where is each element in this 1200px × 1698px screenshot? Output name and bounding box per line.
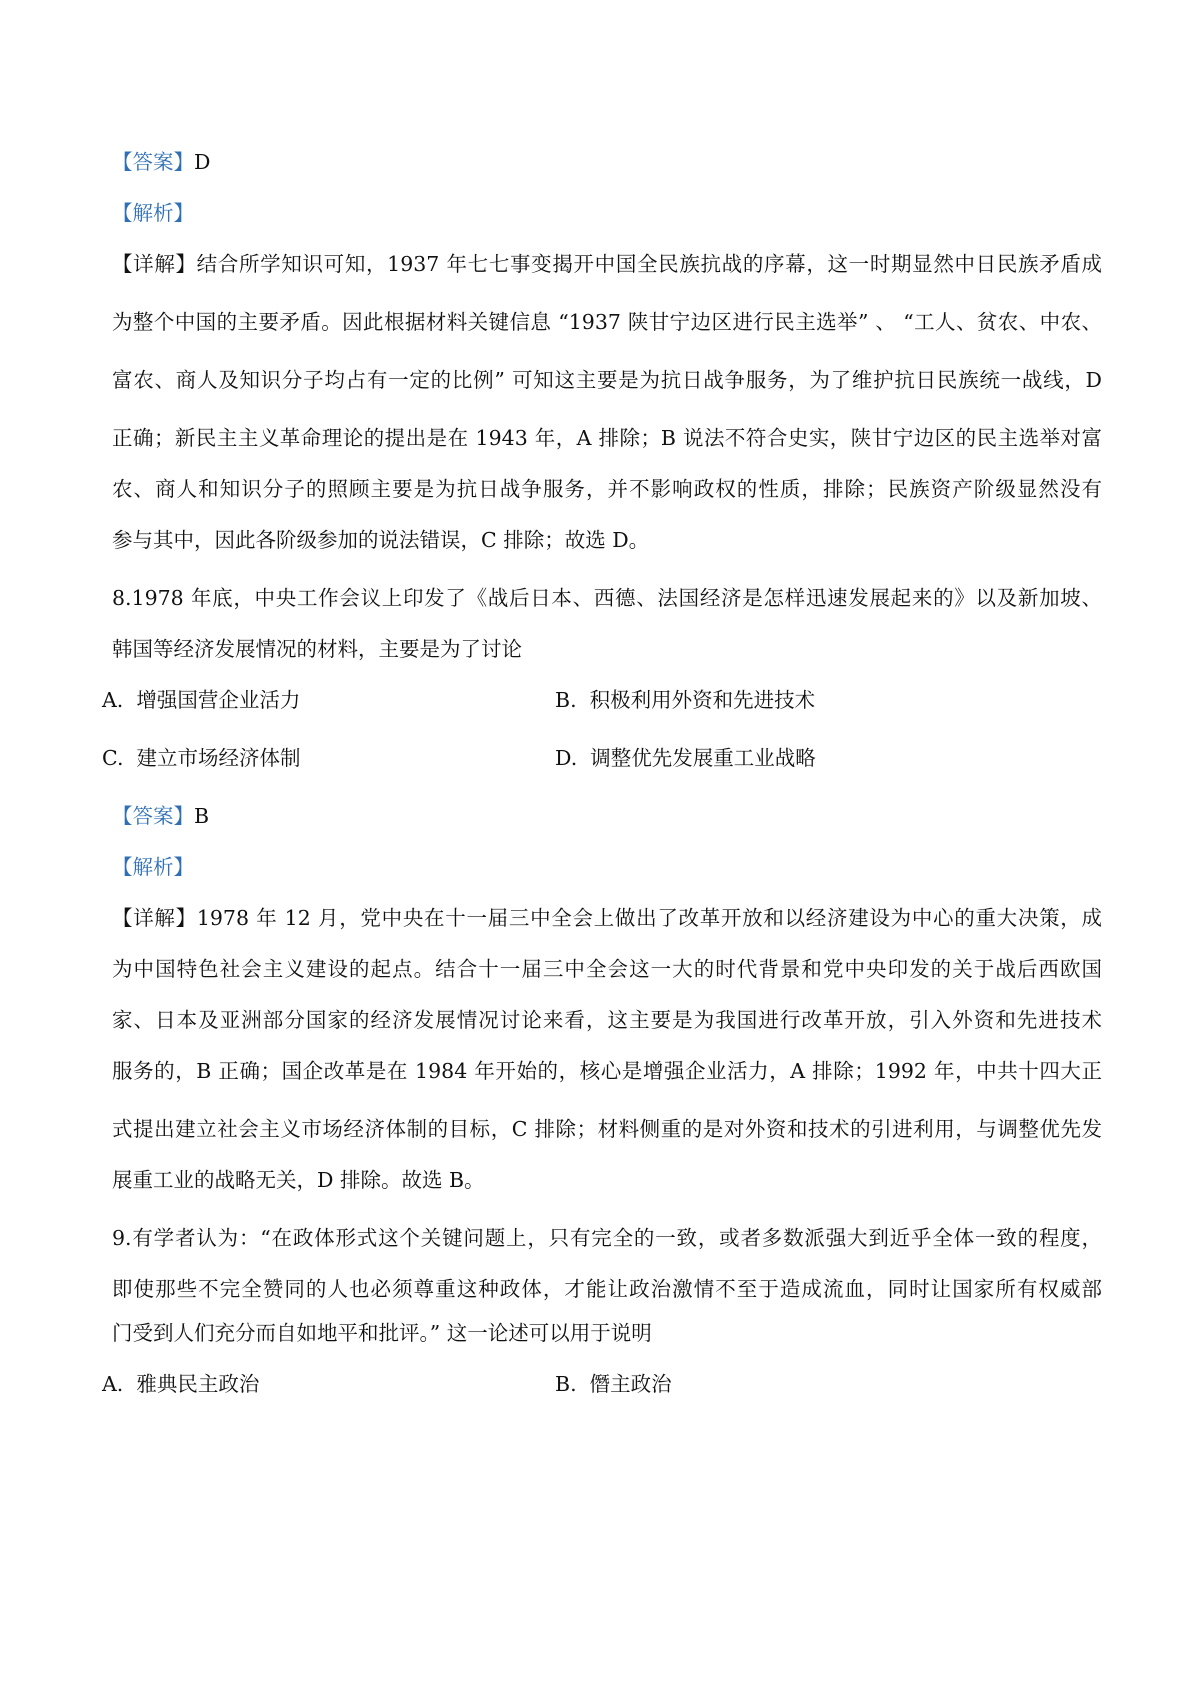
detail-paragraph-line: 富农、商人及知识分子均占有一定的比例” 可知这主要是为抗日战争服务，为了维护抗日民族统一战线，D [112, 368, 1102, 392]
option-b[interactable] [555, 1370, 672, 1398]
detail-paragraph-line: 展重工业的战略无关，D 排除。故选 B。 [112, 1168, 485, 1192]
option-label: B. [555, 688, 577, 712]
answer-value: D [194, 150, 211, 174]
detail-paragraph-line: 为整个中国的主要矛盾。因此根据材料关键信息 “1937 陕甘宁边区进行民主选举” 、 “工人、贫农、中农、 [112, 310, 1102, 334]
option-label: B. [555, 1372, 577, 1396]
detail-paragraph-line: 正确；新民主主义革命理论的提出是在 1943 年，A 排除；B 说法不符合史实，陕甘宁边区的民主选举对富 [112, 426, 1102, 450]
option-text: 雅典民主政治 [136, 1372, 260, 1396]
option-a[interactable] [102, 1370, 259, 1398]
answer-line [112, 802, 1102, 830]
analysis-line [112, 853, 1102, 881]
detail-paragraph-line [112, 250, 1102, 278]
analysis-tag: 【解析】 [112, 855, 194, 879]
question-stem-line: 门受到人们充分而自如地平和批评。” 这一论述可以用于说明 [112, 1321, 652, 1345]
detail-paragraph-line: 家、日本及亚洲部分国家的经济发展情况讨论来看，这主要是为我国进行改革开放，引入外资和先进技术 [112, 1008, 1102, 1032]
option-label: C. [102, 746, 124, 770]
option-c[interactable] [102, 744, 301, 772]
analysis-tag: 【解析】 [112, 201, 194, 225]
detail-paragraph-line: 农、商人和知识分子的照顾主要是为抗日战争服务，并不影响政权的性质，排除；民族资产阶级显然没有 [112, 477, 1102, 501]
detail-paragraph-line: 服务的，B 正确；国企改革是在 1984 年开始的，核心是增强企业活力，A 排除；1992 年，中共十四大正 [112, 1059, 1102, 1083]
option-text: 僭主政治 [589, 1372, 672, 1396]
option-label: A. [102, 1372, 124, 1396]
option-label: A. [102, 688, 124, 712]
question-stem-line: 韩国等经济发展情况的材料，主要是为了讨论 [112, 637, 522, 661]
detail-paragraph-line: 参与其中，因此各阶级参加的说法错误，C 排除；故选 D。 [112, 528, 650, 552]
answer-line [112, 148, 1102, 176]
option-label: D. [555, 746, 578, 770]
option-text: 积极利用外资和先进技术 [589, 688, 816, 712]
answer-tag: 【答案】 [112, 804, 194, 828]
detail-paragraph-line [112, 904, 1102, 932]
detail-paragraph-line: 为中国特色社会主义建设的起点。结合十一届三中全会这一大的时代背景和党中央印发的关于战后西欧国 [112, 957, 1102, 981]
option-text: 调整优先发展重工业战略 [590, 746, 816, 770]
detail-paragraph-line: 式提出建立社会主义市场经济体制的目标，C 排除；材料侧重的是对外资和技术的引进利用，与调整优先发 [112, 1117, 1102, 1141]
answer-tag: 【答案】 [112, 150, 194, 174]
question-stem-line: 即使那些不完全赞同的人也必须尊重这种政体，才能让政治激情不至于造成流血，同时让国家所有权威部 [112, 1277, 1102, 1301]
detail-tag: 【详解】 [112, 906, 197, 930]
option-d[interactable] [555, 744, 816, 772]
analysis-line [112, 199, 1102, 227]
detail-text: 1978 年 12 月，党中央在十一届三中全会上做出了改革开放和以经济建设为中心的重大决策，成 [196, 906, 1102, 930]
answer-value: B [194, 804, 210, 828]
question-stem-line: 8.1978 年底，中央工作会议上印发了《战后日本、西德、法国经济是怎样迅速发展起来的》以及新加坡、 [112, 586, 1102, 610]
option-text: 增强国营企业活力 [136, 688, 301, 712]
option-a[interactable] [102, 686, 300, 714]
detail-text: 结合所学知识可知，1937 年七七事变揭开中国全民族抗战的序幕，这一时期显然中日民族矛盾成 [196, 252, 1103, 276]
detail-tag: 【详解】 [112, 252, 197, 276]
option-text: 建立市场经济体制 [136, 746, 301, 770]
option-b[interactable] [555, 686, 815, 714]
question-stem-line: 9.有学者认为：“在政体形式这个关键问题上，只有完全的一致，或者多数派强大到近乎全体一致的程度， [112, 1226, 1102, 1250]
